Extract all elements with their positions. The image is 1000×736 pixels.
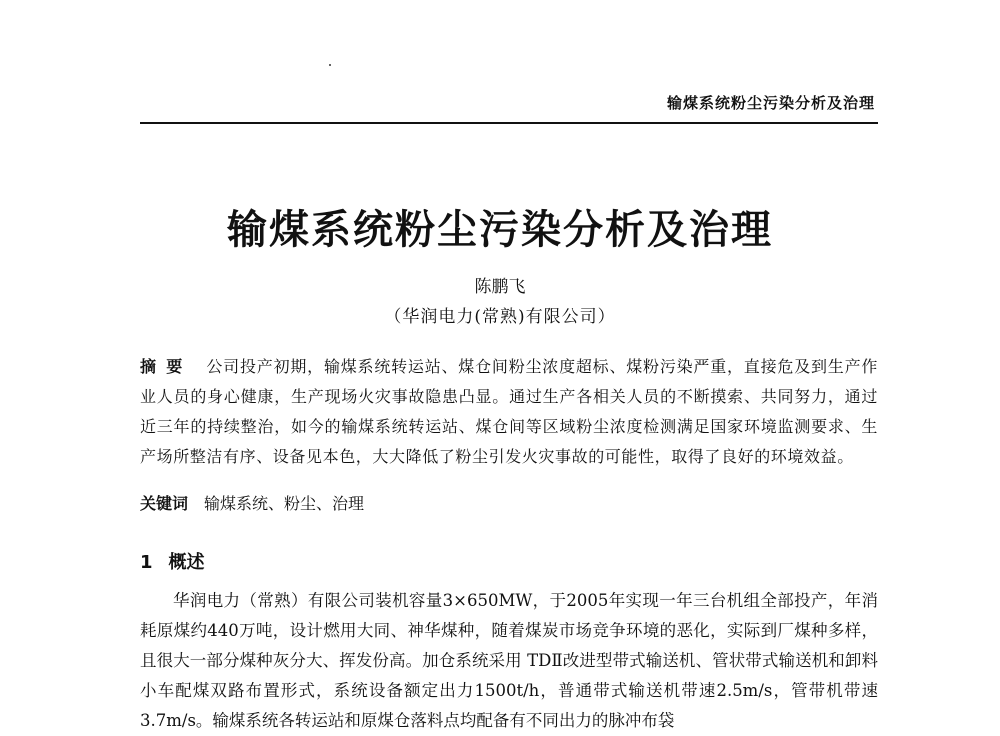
section-heading: [140, 548, 205, 574]
keywords: [140, 492, 878, 516]
scan-speck: [329, 64, 331, 66]
keywords-label: 关键词: [140, 494, 189, 513]
section-number: 1: [140, 552, 153, 573]
body-paragraph: 华润电力（常熟）有限公司装机容量3×650MW，于2005年实现一年三台机组全部投产，年消耗原煤约440万吨，设计燃用大同、神华煤种，随着煤炭市场竞争环境的恶化，实际到厂煤种多样，且很大一部分煤种灰分大、挥发份高。加仓系统采用 TDⅡ改进型带式输送机、管状带式输送机和卸料小车配煤双路布置形式，系统设备额定出力1500t/h，普通带式输送机带速2.5m/s，管带机带速 3.7m/s。输煤系统各转运站和原煤仓落料点均配备有不同出力的脉冲布袋: [140, 591, 878, 730]
running-header: 输煤系统粉尘污染分析及治理: [666, 94, 875, 112]
header-rule: [140, 122, 878, 124]
section-title: 概述: [168, 552, 205, 573]
author-affiliation: （华润电力(常熟)有限公司）: [384, 307, 616, 327]
abstract: [140, 352, 878, 472]
author-name: 陈鹏飞: [474, 277, 526, 297]
paper-title: 输煤系统粉尘污染分析及治理: [227, 207, 773, 253]
abstract-label: 摘要: [140, 357, 193, 376]
keywords-text: 输煤系统、粉尘、治理: [204, 494, 365, 513]
abstract-text: 公司投产初期，输煤系统转运站、煤仓间粉尘浓度超标、煤粉污染严重，直接危及到生产作业人员的身心健康，生产现场火灾事故隐患凸显。通过生产各相关人员的不断摸索、共同努力，通过近三年的持续整治，如今的输煤系统转运站、煤仓间等区域粉尘浓度检测满足国家环境监测要求、生产场所整洁有序、设备见本色，大大降低了粉尘引发火灾事故的可能性，取得了良好的环境效益。: [140, 357, 878, 466]
